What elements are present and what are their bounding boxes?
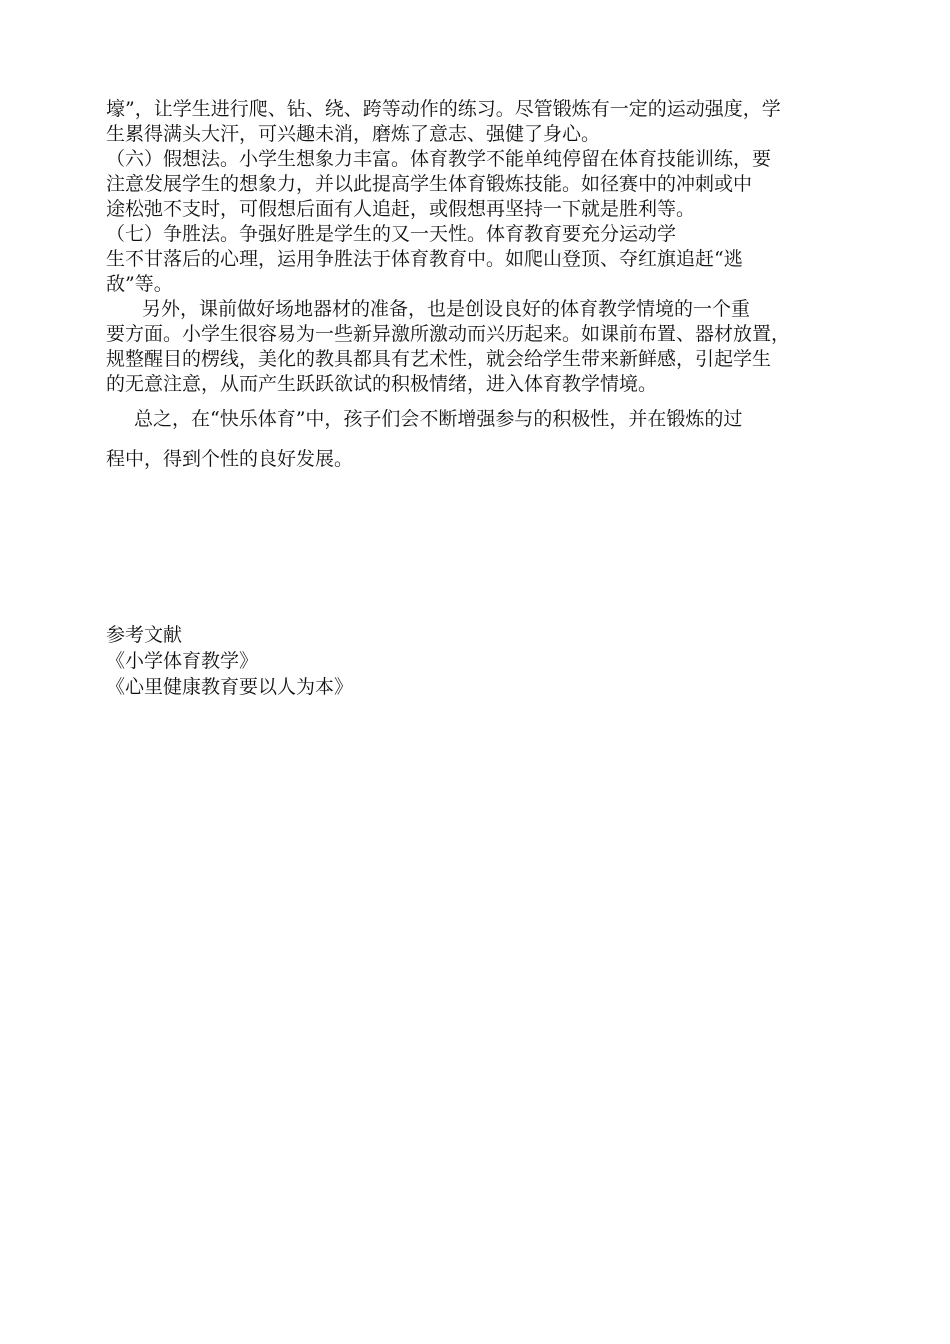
reference-item: 《心里健康教育要以人为本》 xyxy=(106,676,354,698)
paragraph-line: 生累得满头大汗，可兴趣未消，磨炼了意志、强健了身心。 xyxy=(106,123,601,145)
document-body xyxy=(106,97,866,479)
paragraph-line: 生不甘落后的心理，运用争胜法于体育教育中。如爬山登顶、夺红旗追赶“逃 xyxy=(106,248,743,270)
paragraph-line: 注意发展学生的想象力，并以此提高学生体育锻炼技能。如径赛中的冲刺或中 xyxy=(106,173,753,195)
paragraph-line: （七）争胜法。争强好胜是学生的又一天性。体育教育要充分运动学 xyxy=(106,223,677,245)
paragraph-line: 的无意注意，从而产生跃跃欲试的积极情绪，进入体育教学情境。 xyxy=(106,373,658,395)
paragraph-line: 要方面。小学生很容易为一些新异激所激动而兴历起来。如课前布置、器材放置， xyxy=(106,323,791,345)
paragraph-line: 规整醒目的楞线，美化的教具都具有艺术性，就会给学生带来新鲜感，引起学生 xyxy=(106,348,772,370)
references-section xyxy=(106,622,706,700)
conclusion-line: 总之，在“快乐体育”中，孩子们会不断增强参与的积极性，并在锻炼的过 xyxy=(134,408,743,430)
paragraph-line: 另外，课前做好场地器材的准备，也是创设良好的体育教学情境的一个重 xyxy=(142,298,751,320)
paragraph-line: 敌”等。 xyxy=(106,273,173,295)
paragraph-line: 途松弛不支时，可假想后面有人追赶，或假想再坚持一下就是胜利等。 xyxy=(106,198,696,220)
reference-item: 《小学体育教学》 xyxy=(106,650,259,672)
paragraph-line: （六）假想法。小学生想象力丰富。体育教学不能单纯停留在体育技能训练，要 xyxy=(106,148,772,170)
conclusion-line: 程中，得到个性的良好发展。 xyxy=(106,448,354,470)
references-heading: 参考文献 xyxy=(106,624,183,646)
paragraph-line: 壕”，让学生进行爬、钻、绕、跨等动作的练习。尽管锻炼有一定的运动强度，学 xyxy=(106,98,781,120)
